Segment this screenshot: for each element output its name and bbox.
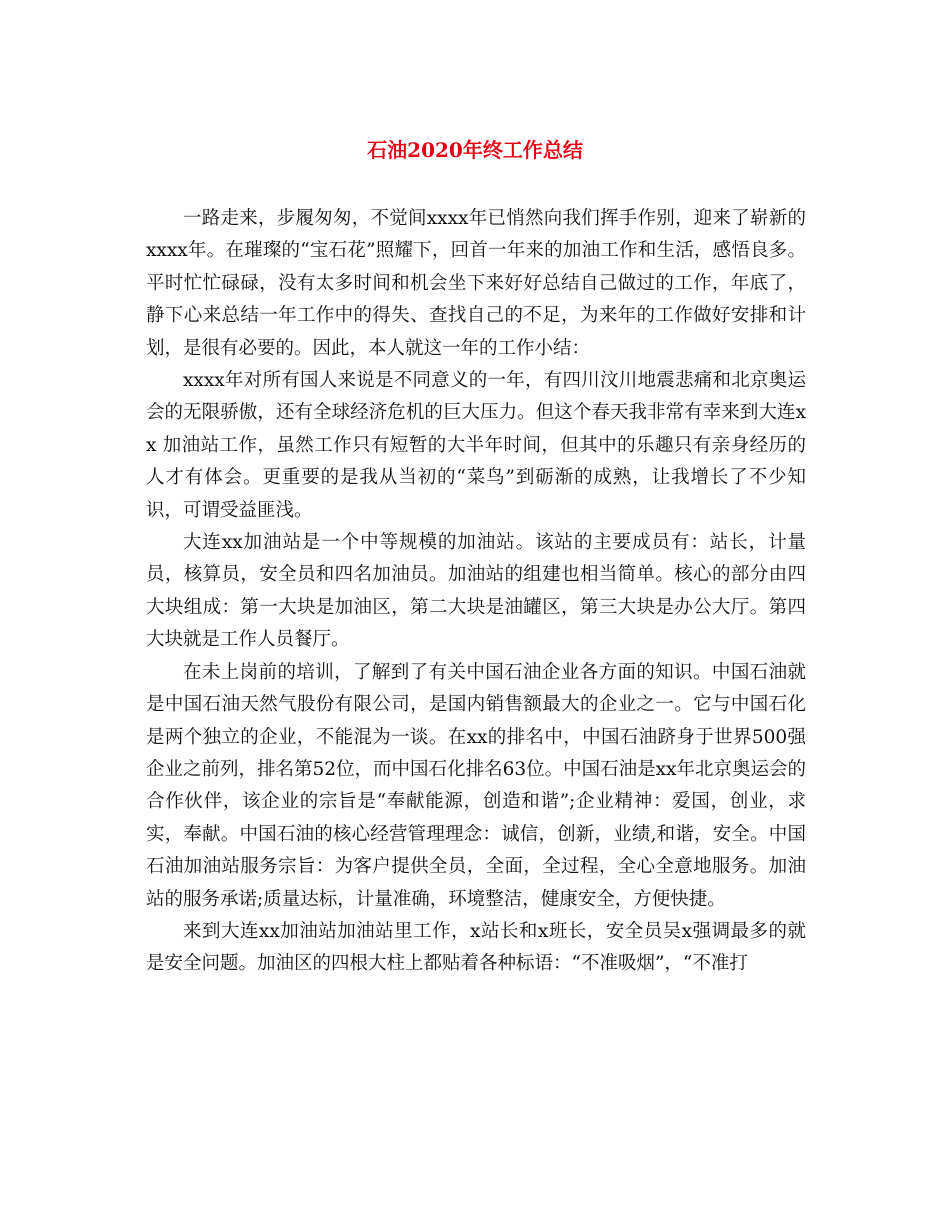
- document-title: 石油2020年终工作总结: [367, 138, 583, 162]
- paragraph-1: 一路走来，步履匆匆，不觉间xxxx年已悄然向我们挥手作别，迎来了崭新的xxxx年。在璀璨的“宝石花”照耀下，回首一年来的加油工作和生活，感悟良多。平时忙忙碌碌，没有太多时间和机会坐下来好好总结自己做过的工作，年底了，静下心来总结一年工作中的得失、查找自己的不足，为来年的工作做好安排和计划，是很有必要的。因此，本人就这一年的工作小结：: [146, 208, 806, 359]
- paragraph-4: 在未上岗前的培训，了解到了有关中国石油企业各方面的知识。中国石油就是中国石油天然气股份有限公司，是国内销售额最大的企业之一。它与中国石化是两个独立的企业，不能混为一谈。在xx的排名中，中国石油跻身于世界500强企业之前列，排名第52位，而中国石化排名63位。中国石油是xx年北京奥运会的合作伙伴，该企业的宗旨是“奉献能源，创造和谐”;企业精神：爱国，创业，求实，奉献。中国石油的核心经营管理理念：诚信，创新，业绩,和谐，安全。中国石油加油站服务宗旨：为客户提供全员，全面，全过程，全心全意地服务。加油站的服务承诺;质量达标，计量准确，环境整洁，健康安全，方便快捷。: [146, 661, 806, 910]
- paragraph-2: xxxx年对所有国人来说是不同意义的一年，有四川汶川地震悲痛和北京奥运会的无限骄傲，还有全球经济危机的巨大压力。但这个春天我非常有幸来到大连xx 加油站工作，虽然工作只有短暂的大半年时间，但其中的乐趣只有亲身经历的人才有体会。更重要的是我从当初的“菜鸟”到砺渐的成熟，让我增长了不少知识，可谓受益匪浅。: [146, 370, 806, 521]
- paragraph-5: 来到大连xx加油站加油站里工作，x站长和x班长，安全员吴x强调最多的就是安全问题。加油区的四根大柱上都贴着各种标语：“不准吸烟”，“不准打: [146, 920, 806, 975]
- document-body: [146, 203, 806, 981]
- paragraph-3: 大连xx加油站是一个中等规模的加油站。该站的主要成员有：站长，计量员，核算员，安全员和四名加油员。加油站的组建也相当简单。核心的部分由四大块组成：第一大块是加油区，第二大块是油罐区，第三大块是办公大厅。第四大块就是工作人员餐厅。: [146, 532, 806, 651]
